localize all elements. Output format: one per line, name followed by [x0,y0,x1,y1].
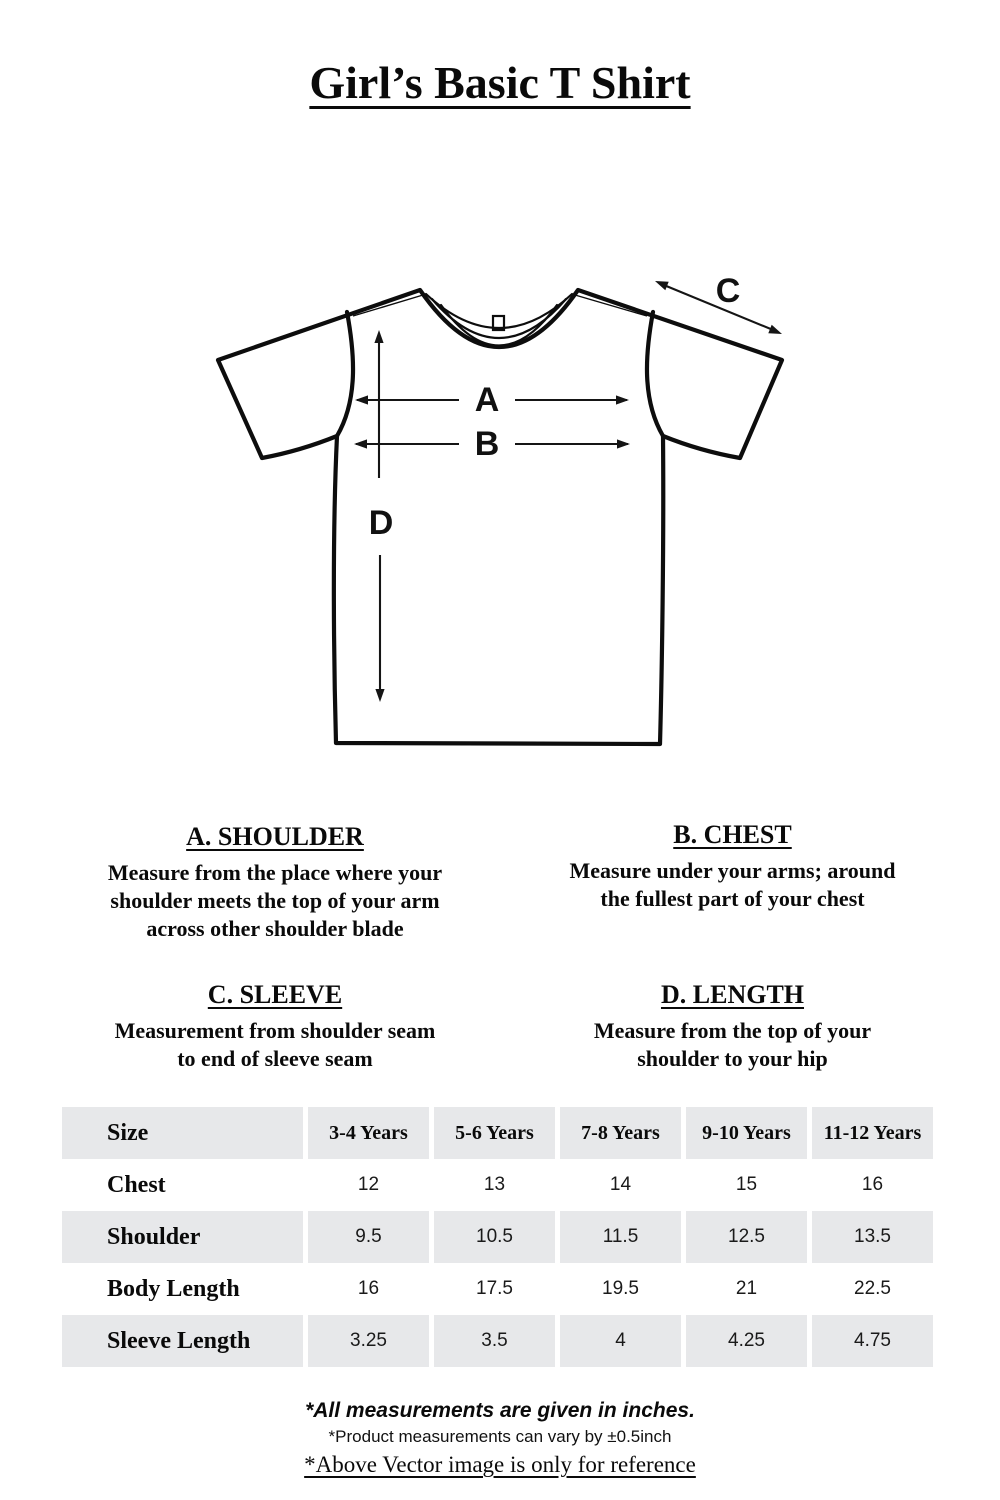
section-chest [505,820,960,913]
note-tolerance: *Product measurements can vary by ±0.5inch [328,1427,672,1446]
size-table [62,1107,933,1367]
table-header-cell: 9-10 Years [686,1107,807,1159]
arrow-d-label: D [368,504,394,542]
table-value-cell: 21 [735,1278,758,1299]
section-length-line: Measure from the top of your [593,1018,872,1043]
section-length [505,980,960,1073]
section-chest-line: the fullest part of your chest [600,886,865,911]
note-inches: *All measurements are given in inches. [305,1399,695,1422]
section-shoulder-line: shoulder meets the top of your arm [110,888,440,913]
section-length-line: shoulder to your hip [637,1046,828,1071]
section-shoulder [40,822,510,943]
arrow-a-label: A [474,381,500,419]
section-sleeve [40,980,510,1073]
table-value-cell: 10.5 [434,1211,555,1263]
table-header-cell: 11-12 Years [812,1107,933,1159]
tshirt-diagram [150,250,850,780]
table-value-cell: 13.5 [812,1211,933,1263]
section-chest-line: Measure under your arms; around [569,858,896,883]
table-header-cell: 3-4 Years [308,1107,429,1159]
page-title: Girl’s Basic T Shirt [309,57,691,108]
table-value-cell: 4 [560,1315,681,1367]
section-chest-heading: B. CHEST [673,820,792,849]
table-value-cell: 19.5 [602,1278,639,1299]
table-value-cell: 12.5 [686,1211,807,1263]
table-value-cell: 3.5 [434,1315,555,1367]
table-row-label: Body Length [107,1275,240,1302]
section-sleeve-line: to end of sleeve seam [177,1046,373,1071]
table-header-cell: 5-6 Years [434,1107,555,1159]
section-shoulder-heading: A. SHOULDER [186,822,364,851]
table-row-label: Sleeve Length [62,1315,303,1367]
section-shoulder-line: Measure from the place where your [107,860,443,885]
table-value-cell: 9.5 [308,1211,429,1263]
table-value-cell: 14 [609,1174,632,1195]
arrow-c-label: C [715,272,741,310]
section-shoulder-line: across other shoulder blade [146,916,404,941]
arrow-b-label: B [474,425,500,463]
section-length-heading: D. LENGTH [660,980,805,1009]
section-sleeve-line: Measurement from shoulder seam [114,1018,436,1043]
table-header-size: Size [62,1107,303,1159]
table-value-cell: 16 [861,1174,884,1195]
table-value-cell: 3.25 [308,1315,429,1367]
table-value-cell: 4.75 [812,1315,933,1367]
table-value-cell: 12 [357,1174,380,1195]
table-value-cell: 11.5 [560,1211,681,1263]
table-value-cell: 15 [735,1174,758,1195]
section-sleeve-heading: C. SLEEVE [207,980,343,1009]
tshirt-outline [218,290,782,744]
table-header-cell: 7-8 Years [560,1107,681,1159]
table-value-cell: 4.25 [686,1315,807,1367]
table-row-label: Chest [107,1171,166,1198]
table-value-cell: 13 [483,1174,506,1195]
table-value-cell: 22.5 [854,1278,891,1299]
table-row-label: Shoulder [62,1211,303,1263]
note-reference: *Above Vector image is only for reference [304,1452,696,1477]
table-value-cell: 16 [357,1278,380,1299]
table-value-cell: 17.5 [476,1278,513,1299]
